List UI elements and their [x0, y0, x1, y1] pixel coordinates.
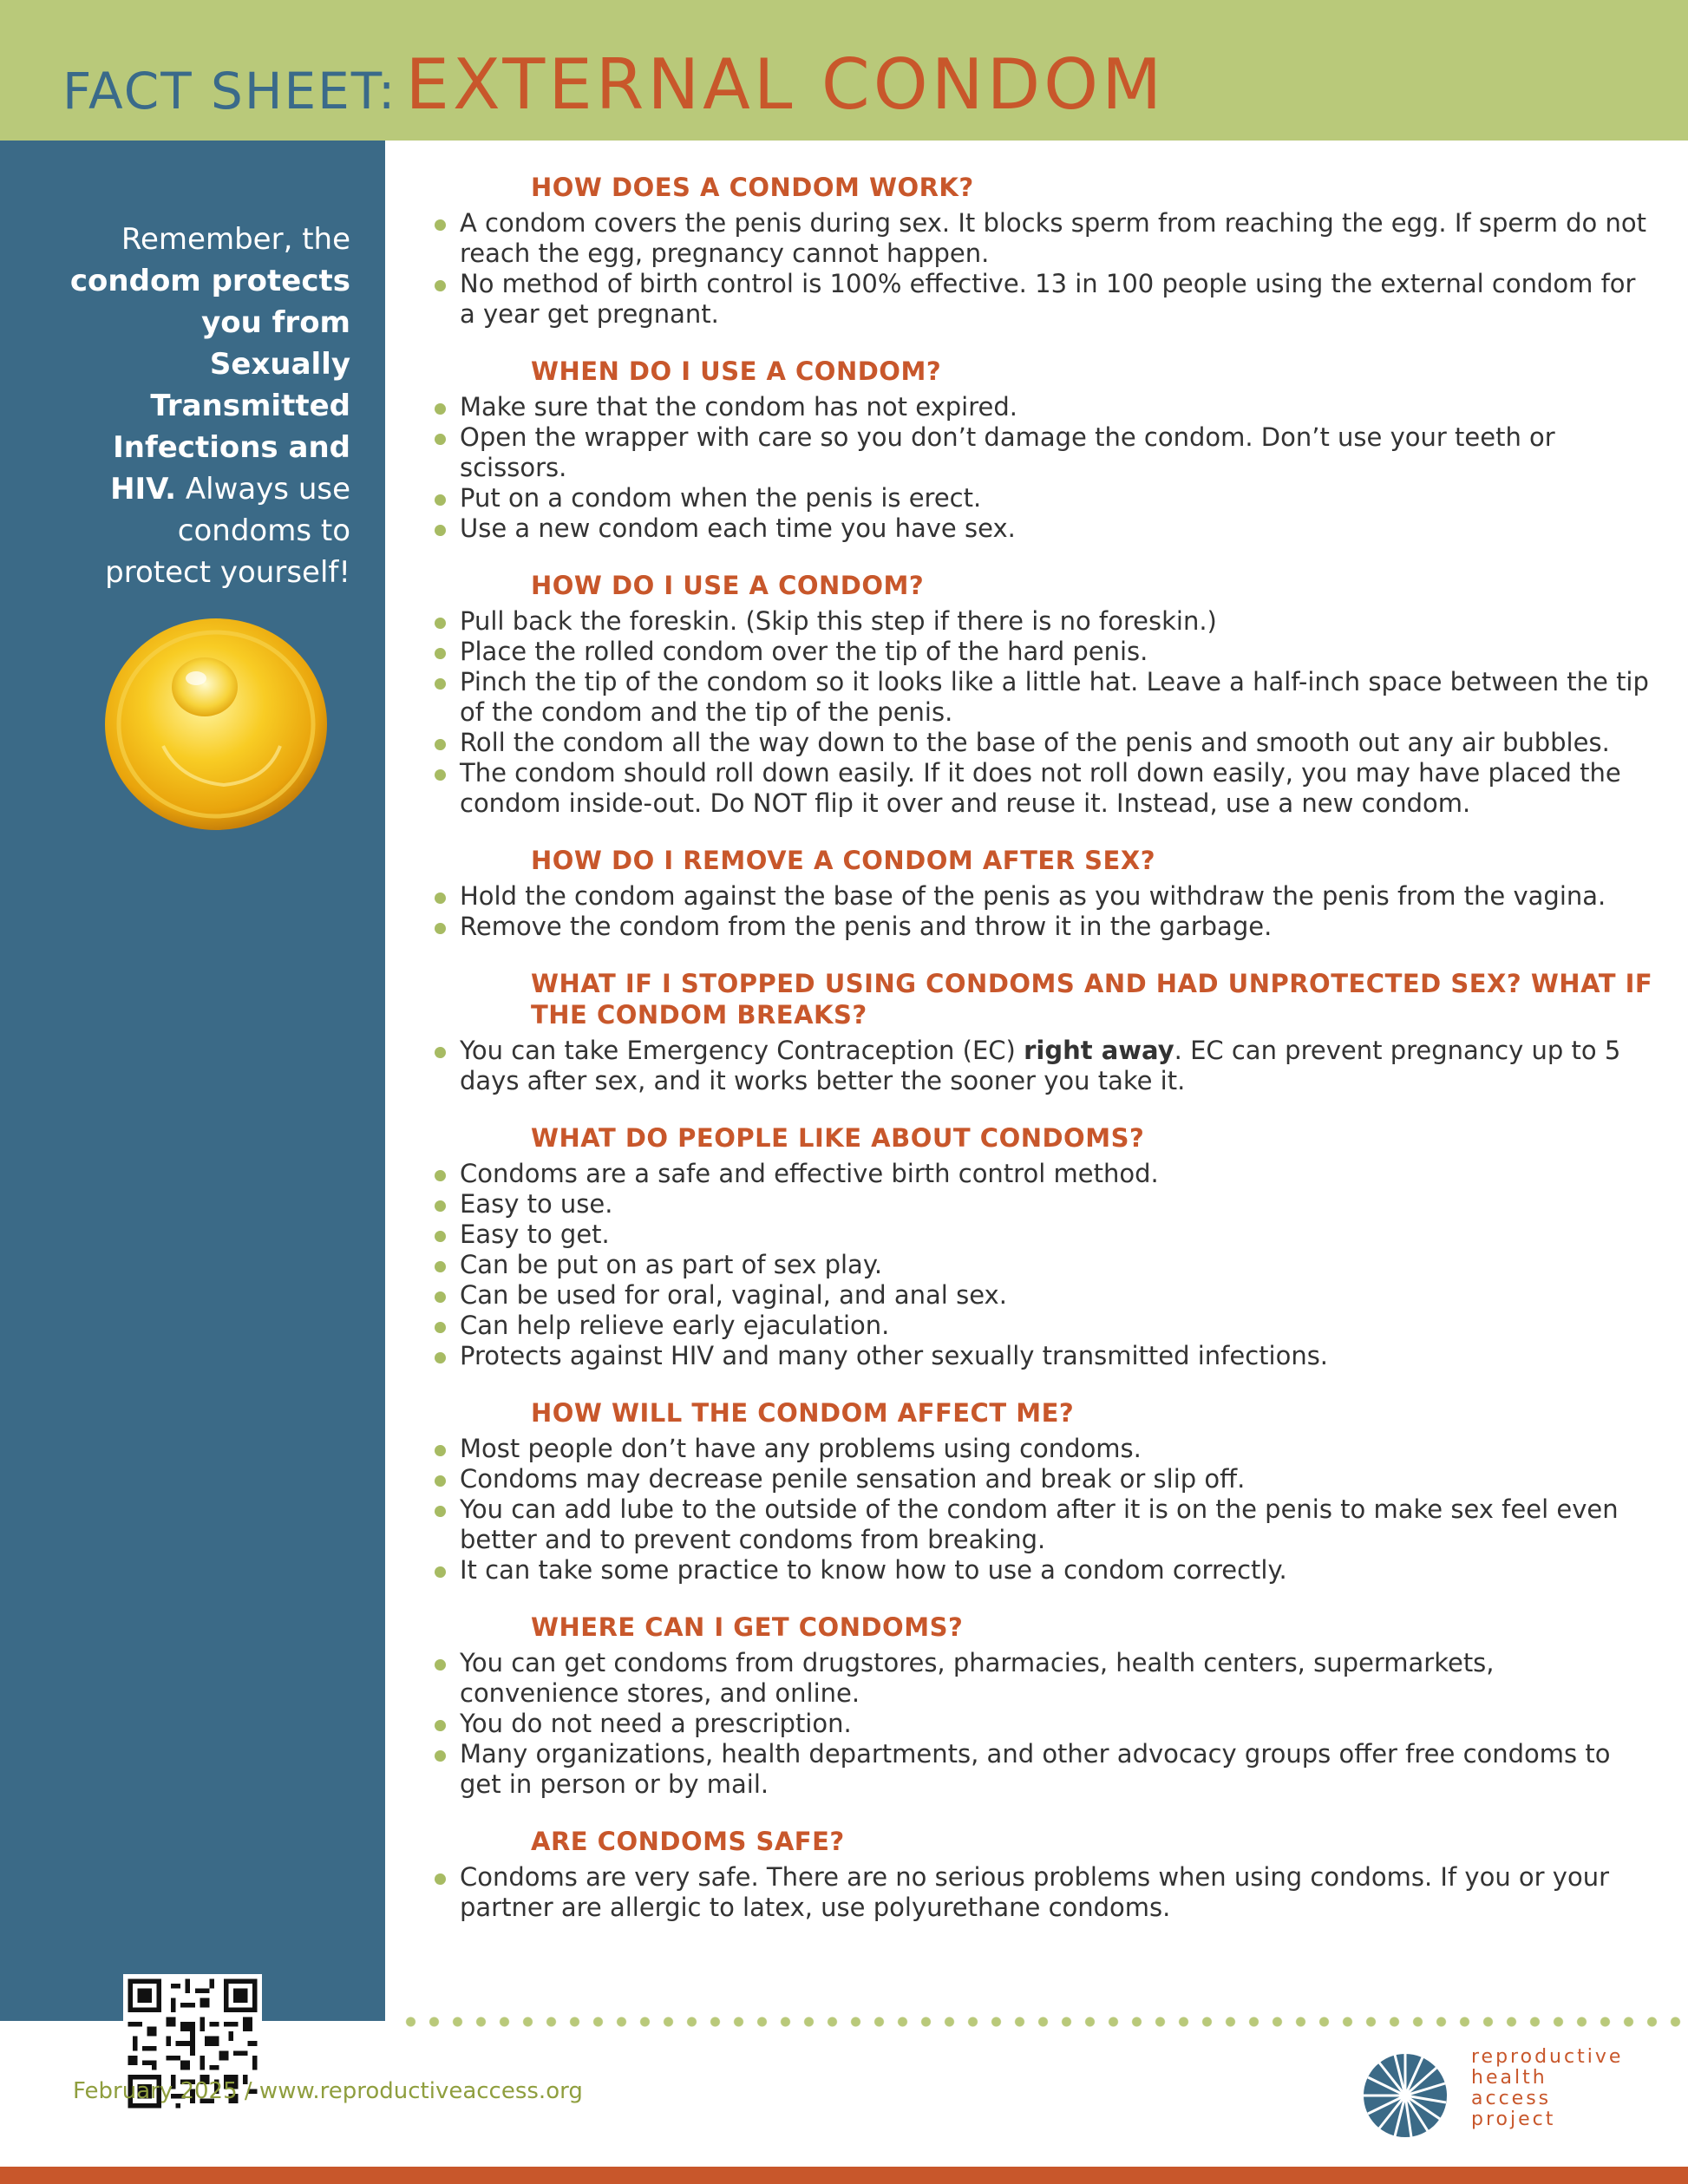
header-band: [0, 0, 1688, 141]
bullet-list: [430, 208, 1653, 330]
ec-text-bold: right away: [1024, 1036, 1174, 1065]
sidebar-callout: [64, 219, 350, 593]
list-item: You can add lube to the outside of the condom after it is on the penis to make sex feel even better and to prevent condoms from breaking.: [430, 1494, 1653, 1555]
list-item: The condom should roll down easily. If it does not roll down easily, you may have placed the condom inside-out. Do NOT flip it over and reuse it. Instead, use a new condom.: [430, 758, 1653, 819]
list-item: Make sure that the condom has not expired.: [430, 392, 1653, 422]
section-how-affect-me: [430, 1397, 1653, 1586]
sidebar: [0, 141, 385, 2021]
list-item: No method of birth control is 100% effective. 13 in 100 people using the external condom for a year get pregnant.: [430, 269, 1653, 330]
bullet-list: [430, 392, 1653, 544]
bottom-accent-bar: [0, 2167, 1688, 2184]
section-title: HOW WILL THE CONDOM AFFECT ME?: [531, 1398, 1075, 1428]
list-item: You do not need a prescription.: [430, 1709, 1653, 1739]
section-what-people-like: [430, 1122, 1653, 1371]
logo-line: reproductive: [1471, 2046, 1624, 2068]
list-item: A condom covers the penis during sex. It blocks sperm from reaching the egg. If sperm do not reach the egg, pregnancy cannot happen.: [430, 208, 1653, 269]
list-item: Remove the condom from the penis and throw it in the garbage.: [430, 912, 1653, 942]
list-item: Open the wrapper with care so you don’t damage the condom. Don’t use your teeth or scissors.: [430, 422, 1653, 483]
bullet-list: [430, 1862, 1653, 1923]
footer-date-url: February 2025 / www.reproductiveaccess.org: [73, 2078, 583, 2104]
list-item: Can be put on as part of sex play.: [430, 1250, 1653, 1280]
callout-text-2: Always use condoms to protect yourself!: [105, 472, 350, 590]
section-title: HOW DOES A CONDOM WORK?: [531, 173, 974, 202]
logo-text: [1471, 2047, 1623, 2130]
bullet-list: [430, 1434, 1653, 1586]
logo-line: access: [1471, 2088, 1552, 2109]
list-item: Easy to get.: [430, 1220, 1653, 1250]
list-item: Pinch the tip of the condom so it looks like a little hat. Leave a half-inch space between the tip of the condom and the tip of the penis.: [430, 667, 1653, 728]
bullet-list: [430, 606, 1653, 819]
list-item: Use a new condom each time you have sex.: [430, 513, 1653, 544]
rhap-sunburst-logo-icon: [1362, 2052, 1449, 2139]
list-item: Protects against HIV and many other sexually transmitted infections.: [430, 1341, 1653, 1371]
list-item: Condoms are very safe. There are no serious problems when using condoms. If you or your partner are allergic to latex, use polyurethane condoms.: [430, 1862, 1653, 1923]
list-item: Hold the condom against the base of the penis as you withdraw the penis from the vagina.: [430, 881, 1653, 912]
list-item: Put on a condom when the penis is erect.: [430, 483, 1653, 513]
section-unprotected-sex: [430, 968, 1653, 1096]
section-title: HOW DO I USE A CONDOM?: [531, 571, 925, 600]
section-title: HOW DO I REMOVE A CONDOM AFTER SEX?: [531, 846, 1156, 875]
title-prefix: FACT SHEET:: [62, 62, 397, 121]
section-title: ARE CONDOMS SAFE?: [531, 1827, 845, 1856]
list-item: Can be used for oral, vaginal, and anal sex.: [430, 1280, 1653, 1311]
ec-text-after: . EC can prevent pregnancy up to 5 days after sex, and it works better the sooner you take it.: [460, 1036, 1621, 1095]
page-title: [62, 44, 1166, 125]
section-when-to-use: [430, 356, 1653, 544]
list-item: Pull back the foreskin. (Skip this step if there is no foreskin.): [430, 606, 1653, 637]
section-title: WHEN DO I USE A CONDOM?: [531, 356, 942, 386]
callout-text-1: Remember, the: [121, 222, 350, 257]
list-item: Many organizations, health departments, and other advocacy groups offer free condoms to get in person or by mail.: [430, 1739, 1653, 1800]
bullet-list: [430, 1648, 1653, 1800]
list-item: Can help relieve early ejaculation.: [430, 1311, 1653, 1341]
section-remove-condom: [430, 845, 1653, 942]
section-title: WHAT DO PEOPLE LIKE ABOUT CONDOMS?: [531, 1123, 1145, 1153]
list-item: You can get condoms from drugstores, pharmacies, health centers, supermarkets, convenience stores, and online.: [430, 1648, 1653, 1709]
ec-text-before: You can take Emergency Contraception (EC): [460, 1036, 1024, 1065]
logo-line: project: [1471, 2109, 1556, 2130]
callout-bold: condom protects you from Sexually Transmitted Infections and HIV.: [69, 264, 350, 507]
section-how-to-use: [430, 570, 1653, 819]
list-item: [430, 1036, 1653, 1096]
section-how-condom-works: [430, 172, 1653, 330]
section-title: WHAT IF I STOPPED USING CONDOMS AND HAD UNPROTECTED SEX? WHAT IF THE CONDOM BREAKS?: [531, 969, 1653, 1030]
logo-line: health: [1471, 2067, 1547, 2089]
title-main: EXTERNAL CONDOM: [405, 44, 1166, 125]
section-are-safe: [430, 1826, 1653, 1923]
bullet-list: [430, 1159, 1653, 1371]
content-column: [430, 172, 1653, 1949]
list-item: Most people don’t have any problems using condoms.: [430, 1434, 1653, 1464]
condom-photo-icon: [102, 616, 330, 833]
list-item: Easy to use.: [430, 1189, 1653, 1220]
list-item: Roll the condom all the way down to the base of the penis and smooth out any air bubbles.: [430, 728, 1653, 758]
section-where-get: [430, 1612, 1653, 1800]
list-item: Condoms are a safe and effective birth control method.: [430, 1159, 1653, 1189]
list-item: Condoms may decrease penile sensation and break or slip off.: [430, 1464, 1653, 1494]
dotted-divider: [399, 2016, 1683, 2028]
section-title: WHERE CAN I GET CONDOMS?: [531, 1612, 964, 1642]
list-item: It can take some practice to know how to use a condom correctly.: [430, 1555, 1653, 1586]
list-item: Place the rolled condom over the tip of the hard penis.: [430, 637, 1653, 667]
bullet-list: [430, 1036, 1653, 1096]
bullet-list: [430, 881, 1653, 942]
